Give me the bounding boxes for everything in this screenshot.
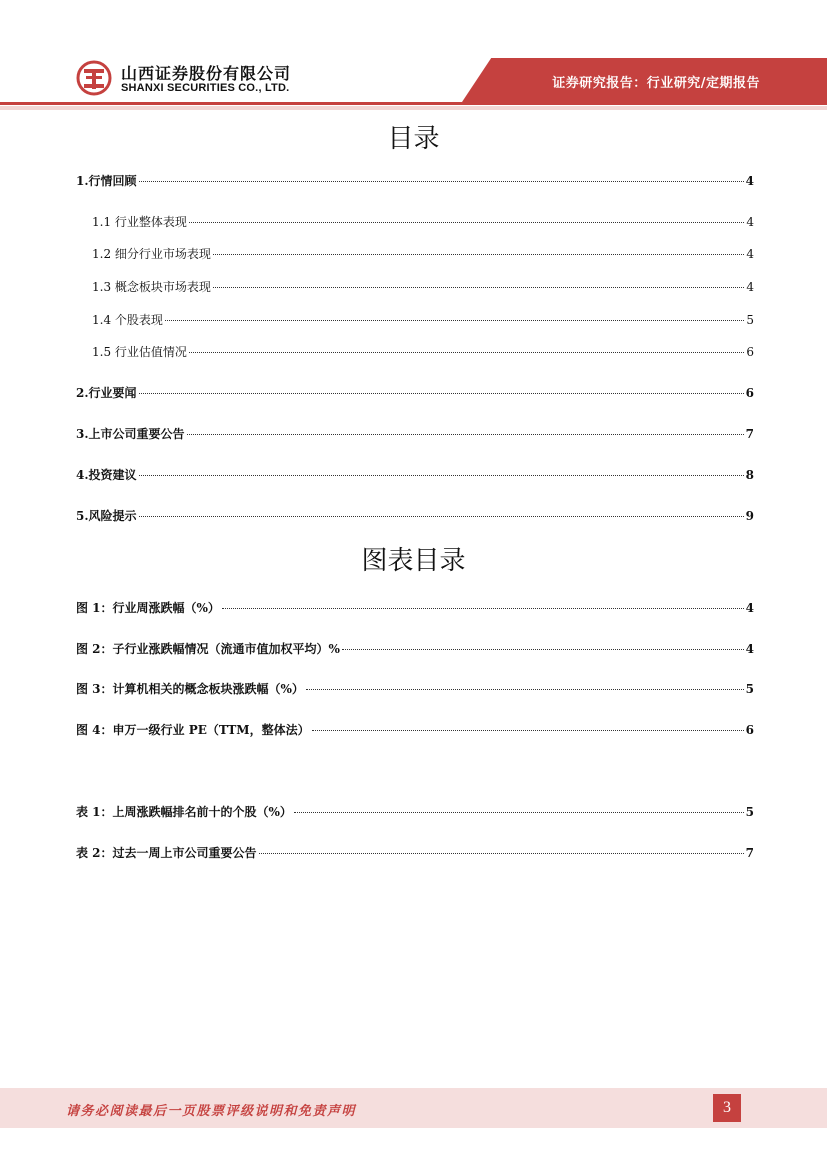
toc-entry-label: 1.5 行业估值情况 <box>92 345 187 359</box>
toc-entry-page: 8 <box>745 468 754 482</box>
toc-entry[interactable] <box>76 384 754 401</box>
company-name-en: SHANXI SECURITIES CO., LTD. <box>121 82 290 94</box>
toc-entry[interactable] <box>92 278 754 295</box>
toc-entry[interactable] <box>92 311 754 328</box>
header-rule-light <box>0 106 827 110</box>
toc-entry[interactable] <box>92 213 754 230</box>
leader-dots <box>312 718 744 731</box>
table-entry[interactable] <box>76 803 754 820</box>
header-rule <box>0 102 827 105</box>
toc-entry-label: 1.2 细分行业市场表现 <box>92 247 211 261</box>
toc-entry-page: 4 <box>746 247 754 261</box>
report-type: 证券研究报告：行业研究/定期报告 <box>552 76 760 91</box>
toc-entry-page: 7 <box>745 427 754 441</box>
page-number: 3 <box>713 1094 741 1122</box>
toc-entry-page: 6 <box>746 345 754 359</box>
leader-dots <box>139 169 744 182</box>
toc-entry-page: 5 <box>746 313 754 327</box>
table-entry-page: 7 <box>745 846 754 860</box>
toc-entry-label: 1.4 个股表现 <box>92 313 163 327</box>
toc-entry[interactable] <box>76 507 754 524</box>
leader-dots <box>187 422 744 435</box>
toc-entry-label: 1.3 概念板块市场表现 <box>92 280 211 294</box>
figure-entry-label: 图 2：子行业涨跌幅情况（流通市值加权平均）% <box>76 642 340 656</box>
leader-dots <box>294 800 744 813</box>
leader-dots <box>222 596 744 609</box>
leader-dots <box>139 381 744 394</box>
figure-entry-page: 4 <box>745 642 754 656</box>
company-name-cn: 山西证券股份有限公司 <box>121 64 292 83</box>
leader-dots <box>165 308 744 321</box>
figure-entry[interactable] <box>76 680 754 697</box>
toc-entry-label: 5.风险提示 <box>76 509 137 523</box>
leader-dots <box>342 637 744 650</box>
leader-dots <box>189 210 744 223</box>
page-header <box>0 0 827 118</box>
leader-dots <box>139 463 744 476</box>
toc-entry-page: 4 <box>746 215 754 229</box>
toc-entry-page: 6 <box>745 386 754 400</box>
figure-entry[interactable] <box>76 721 754 738</box>
toc-entry[interactable] <box>76 466 754 483</box>
toc-entry[interactable] <box>76 172 754 189</box>
figure-entry[interactable] <box>76 599 754 616</box>
toc-entry[interactable] <box>92 245 754 262</box>
figure-entry-label: 图 4：申万一级行业 PE（TTM，整体法） <box>76 723 310 737</box>
leader-dots <box>213 275 744 288</box>
toc-entry-page: 4 <box>745 174 754 188</box>
disclaimer-text: 请务必阅读最后一页股票评级说明和免责声明 <box>66 1104 357 1119</box>
table-entry-page: 5 <box>745 805 754 819</box>
figure-entry-page: 5 <box>745 682 754 696</box>
figures-title: 图表目录 <box>361 546 466 576</box>
leader-dots <box>259 841 744 854</box>
company-logo-icon <box>76 60 112 96</box>
leader-dots <box>139 504 744 517</box>
figure-entry-page: 4 <box>745 601 754 615</box>
figure-entry-label: 图 3：计算机相关的概念板块涨跌幅（%） <box>76 682 304 696</box>
toc-entry-label: 3.上市公司重要公告 <box>76 427 185 441</box>
leader-dots <box>189 340 744 353</box>
table-entry[interactable] <box>76 844 754 861</box>
toc-entry-page: 4 <box>746 280 754 294</box>
toc-title: 目录 <box>387 124 440 154</box>
toc-entry[interactable] <box>92 343 754 360</box>
figure-entry-label: 图 1：行业周涨跌幅（%） <box>76 601 220 615</box>
leader-dots <box>306 677 744 690</box>
table-entry-label: 表 2：过去一周上市公司重要公告 <box>76 846 257 860</box>
figure-entry[interactable] <box>76 640 754 657</box>
table-entry-label: 表 1：上周涨跌幅排名前十的个股（%） <box>76 805 292 819</box>
toc-entry-page: 9 <box>745 509 754 523</box>
toc-entry-label: 1.行情回顾 <box>76 174 137 188</box>
toc-entry-label: 1.1 行业整体表现 <box>92 215 187 229</box>
leader-dots <box>213 242 744 255</box>
figure-entry-page: 6 <box>745 723 754 737</box>
toc-entry-label: 2.行业要闻 <box>76 386 137 400</box>
toc-entry[interactable] <box>76 425 754 442</box>
toc-entry-label: 4.投资建议 <box>76 468 137 482</box>
